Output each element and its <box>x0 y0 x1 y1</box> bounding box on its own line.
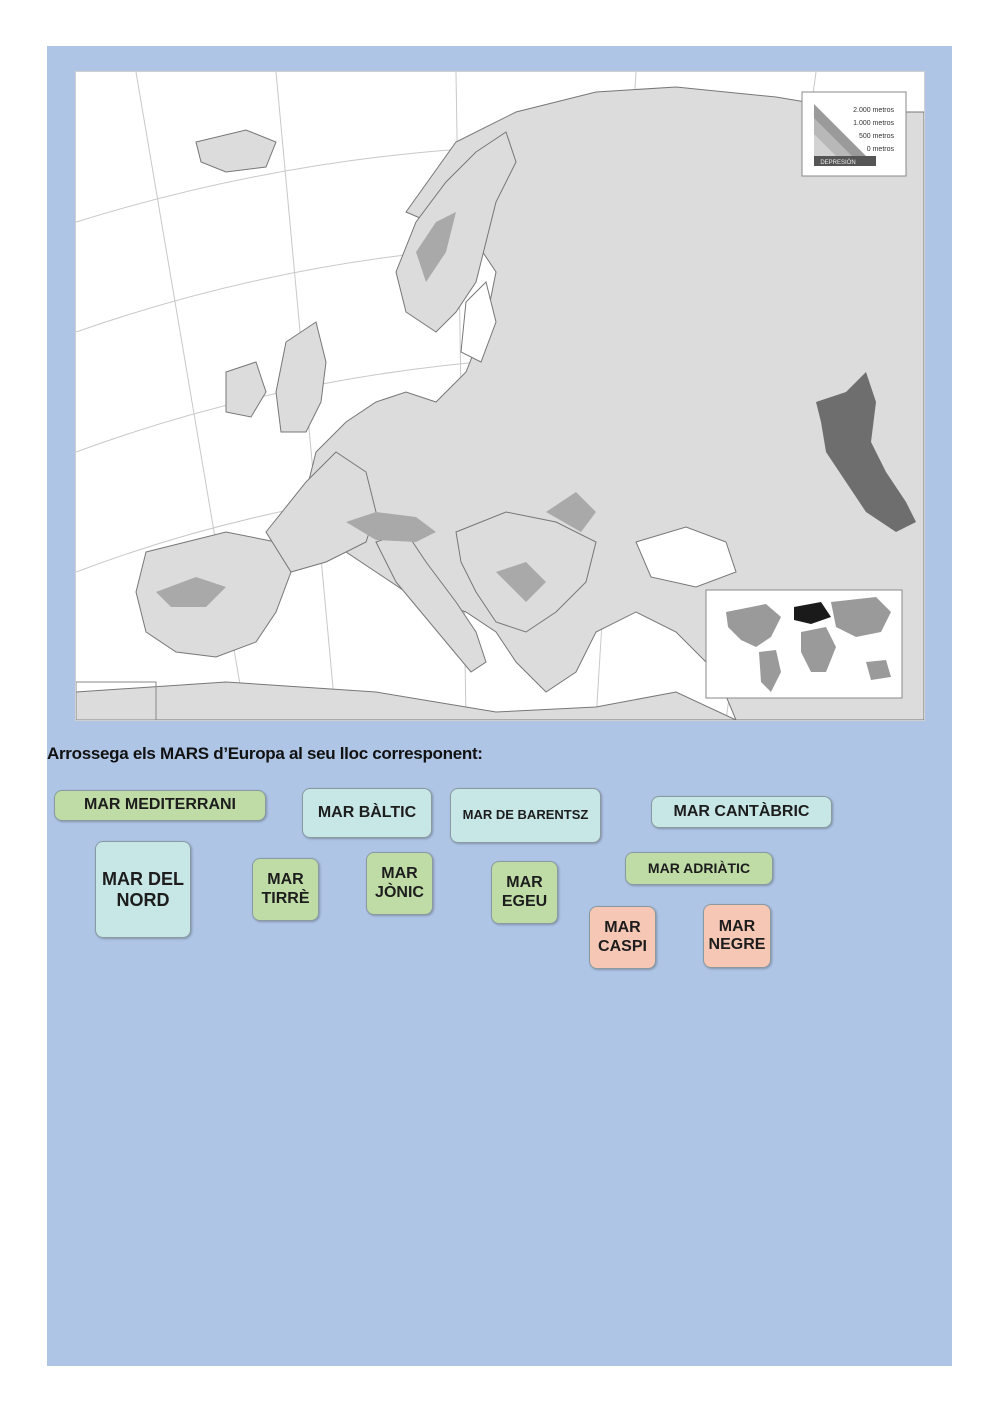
legend-level-1000: 1.000 metros <box>853 120 894 127</box>
tag-label-line1: MAR <box>381 865 418 883</box>
tag-label-line1: MAR <box>506 874 543 892</box>
tag-label: MAR ADRIÀTIC <box>647 860 751 877</box>
europe-physical-map <box>75 71 925 721</box>
tag-label: MAR BÀLTIC <box>317 803 417 821</box>
tag-label-line2: CASPI <box>598 937 647 955</box>
legend-level-2000: 2.000 metros <box>853 107 894 114</box>
tag-label-line1: MAR <box>604 919 641 937</box>
legend-level-0: 0 metros <box>866 146 894 153</box>
instruction-text: Arrossega els MARS d’Europa al seu lloc corresponent: <box>47 744 483 763</box>
world-inset-map <box>706 590 902 698</box>
tag-label: MAR MEDITERRANI <box>84 796 236 814</box>
tag-mar-tirre[interactable] <box>252 858 319 921</box>
tag-label-line2: EGEU <box>501 892 548 910</box>
tag-label-line1: MAR <box>267 871 304 889</box>
tag-mar-jonic[interactable] <box>366 852 433 915</box>
tag-mar-del-nord[interactable] <box>95 841 191 938</box>
europe-map-drawing <box>76 72 924 720</box>
tag-mar-mediterrani[interactable] <box>54 790 266 821</box>
tag-mar-caspi[interactable] <box>589 906 656 969</box>
tag-mar-cantabric[interactable] <box>651 796 832 828</box>
worksheet-panel <box>47 46 952 1366</box>
elevation-legend <box>802 92 906 176</box>
legend-level-500: 500 metros <box>858 133 894 140</box>
tag-label-line2: NORD <box>116 889 170 910</box>
tag-mar-negre[interactable] <box>703 904 771 968</box>
tag-mar-egeu[interactable] <box>491 861 558 924</box>
tag-label-line1: MAR DEL <box>102 868 184 889</box>
tag-label-line2: NEGRE <box>708 936 766 953</box>
tag-label-line1: MAR <box>718 917 756 935</box>
legend-depression: DEPRESIÓN <box>820 160 856 166</box>
tag-label-line2: TIRRÈ <box>261 889 310 907</box>
tag-label: MAR CANTÀBRIC <box>673 802 810 820</box>
tag-mar-de-barentsz[interactable] <box>450 788 601 843</box>
tag-mar-adriatic[interactable] <box>625 852 773 885</box>
tag-label-line2: JÒNIC <box>375 883 424 901</box>
tag-mar-baltic[interactable] <box>302 788 432 838</box>
tag-label: MAR DE BARENTSZ <box>462 807 589 823</box>
